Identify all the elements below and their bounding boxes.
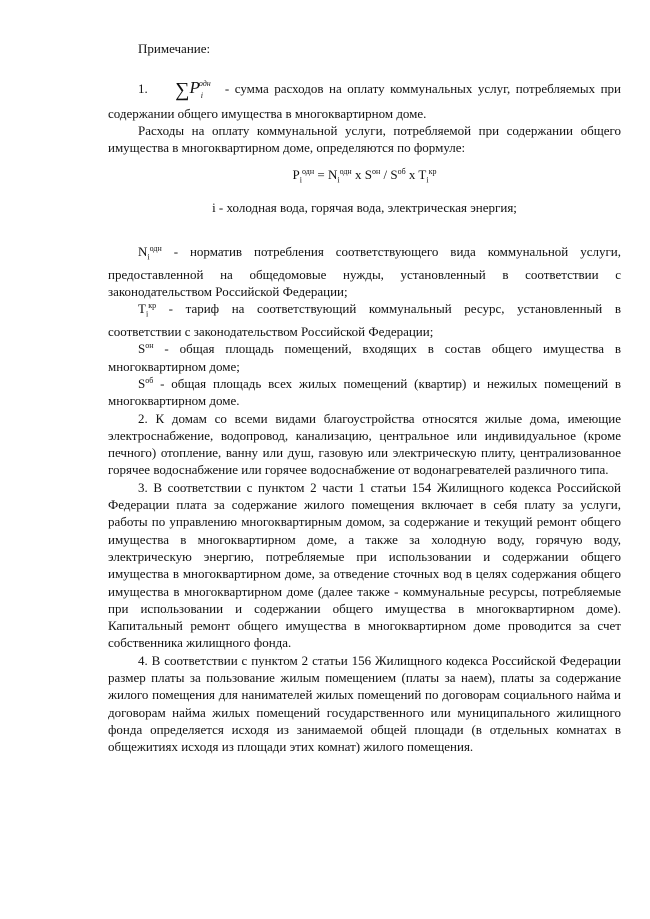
formula-sup-odn-2: одн [339, 167, 352, 177]
n-definition [108, 243, 621, 300]
t-definition [108, 300, 621, 340]
note-1 [108, 75, 621, 122]
formula-sub-i-3: i [426, 176, 429, 186]
formula-sup-ob: об [397, 167, 406, 177]
formula-sup-on: он [371, 167, 381, 177]
i-definition: i - холодная вода, горячая вода, электрическая энергия; [212, 200, 517, 216]
son-text: - общая площадь помещений, входящих в состав общего имущества в многоквартирном доме; [108, 341, 621, 374]
sum-variable: P [189, 78, 200, 98]
formula-x-t: x T [405, 167, 427, 183]
document-body [108, 40, 621, 755]
formula-sub-i-2: i [337, 176, 340, 186]
formula [108, 166, 621, 189]
formula-sub-i: i [299, 176, 302, 186]
note-heading: Примечание: [138, 41, 211, 56]
t-sub: i [145, 309, 149, 319]
note-4: 4. В соответствии с пунктом 2 статьи 156 Жилищного кодекса Российской Федерации размер платы за пользование жилым помещением (платы за наем), платы за содержание жилого помещения для нанимателей жилых помещений по договорам социального найма и договорам найма жилых помещений государственного или муниципального жилищного фонда определяется исходя из занимаемой общей площади (в отдельных комнатах в общежитиях исходя из площади этих комнат) жилого помещения. [108, 652, 621, 755]
n-text: - норматив потребления соответствующего вида коммунальной услуги, предоставленной на общедомовые нужды, установленный в соответствии с законодательством Российской Федерации; [108, 243, 621, 299]
sum-superscript: одн [198, 79, 211, 89]
sob-definition [108, 375, 621, 410]
t-text: - тариф на соответствующий коммунальный ресурс, установленный в соответствии с законодательством Российской Федерации; [108, 301, 621, 340]
son-symbol: S [138, 341, 146, 357]
son-definition [108, 340, 621, 375]
note-1-formula-intro: Расходы на оплату коммунальной услуги, потребляемой при содержании общего имущества в многоквартирном доме, определяются по формуле: [108, 122, 621, 156]
son-sup: он [145, 341, 154, 351]
note-1-number: 1. [138, 81, 148, 97]
note-3: 3. В соответствии с пунктом 2 части 1 статьи 154 Жилищного кодекса Российской Федерации плата за содержание жилого помещения включает в себя плату за услуги, работы по управлению многоквартирным домом, за содержание и текущий ремонт общего имущества в многоквартирном доме, а также за холодную воду, горячую воду, электрическую энергию, потребляемые при использовании и содержании общего имущества в многоквартирном доме, за отведение сточных вод в целях содержания общего имущества в многоквартирном доме (далее также - коммунальные ресурсы, потребляемые при использовании и содержании общего имущества в многоквартирном доме). Капитальный ремонт общего имущества в многоквартирном доме проводится за счет собственника жилищного фонда. [108, 479, 621, 651]
sob-sup: об [145, 375, 154, 385]
sob-text: - общая площадь всех жилых помещений (квартир) и нежилых помещений в многоквартирном доме. [108, 375, 621, 409]
sum-subscript: i [200, 91, 203, 101]
formula-x-s: x S [351, 167, 372, 183]
sob-symbol: S [138, 375, 146, 391]
note-2: 2. К домам со всеми видами благоустройства относятся жилые дома, имеющие электроснабжение, водопровод, канализацию, центральное или индивидуальное (кроме печного) отопление, ванну или душ, газовую или электрическую плиту, централизованное горячее водоснабжение или горячее водоснабжение от водонагревателей различного типа. [108, 410, 621, 478]
t-symbol: T [138, 301, 146, 317]
formula-sup-odn: одн [301, 167, 315, 177]
formula-p: P [292, 167, 300, 183]
formula-eq-n: = N [314, 167, 338, 183]
n-sub: i [147, 252, 150, 262]
n-symbol: N [138, 243, 148, 259]
sum-formula [175, 78, 211, 102]
formula-slash-s: / S [380, 167, 398, 183]
sum-symbol: ∑ [175, 79, 190, 102]
n-sup: одн [149, 243, 162, 253]
note-1-text: - сумма расходов на оплату коммунальных услуг, потребляемых при содержании общего имущества в многоквартирном доме. [108, 81, 622, 121]
formula-sup-kr: кр [428, 167, 437, 177]
t-sup: кр [148, 301, 157, 311]
